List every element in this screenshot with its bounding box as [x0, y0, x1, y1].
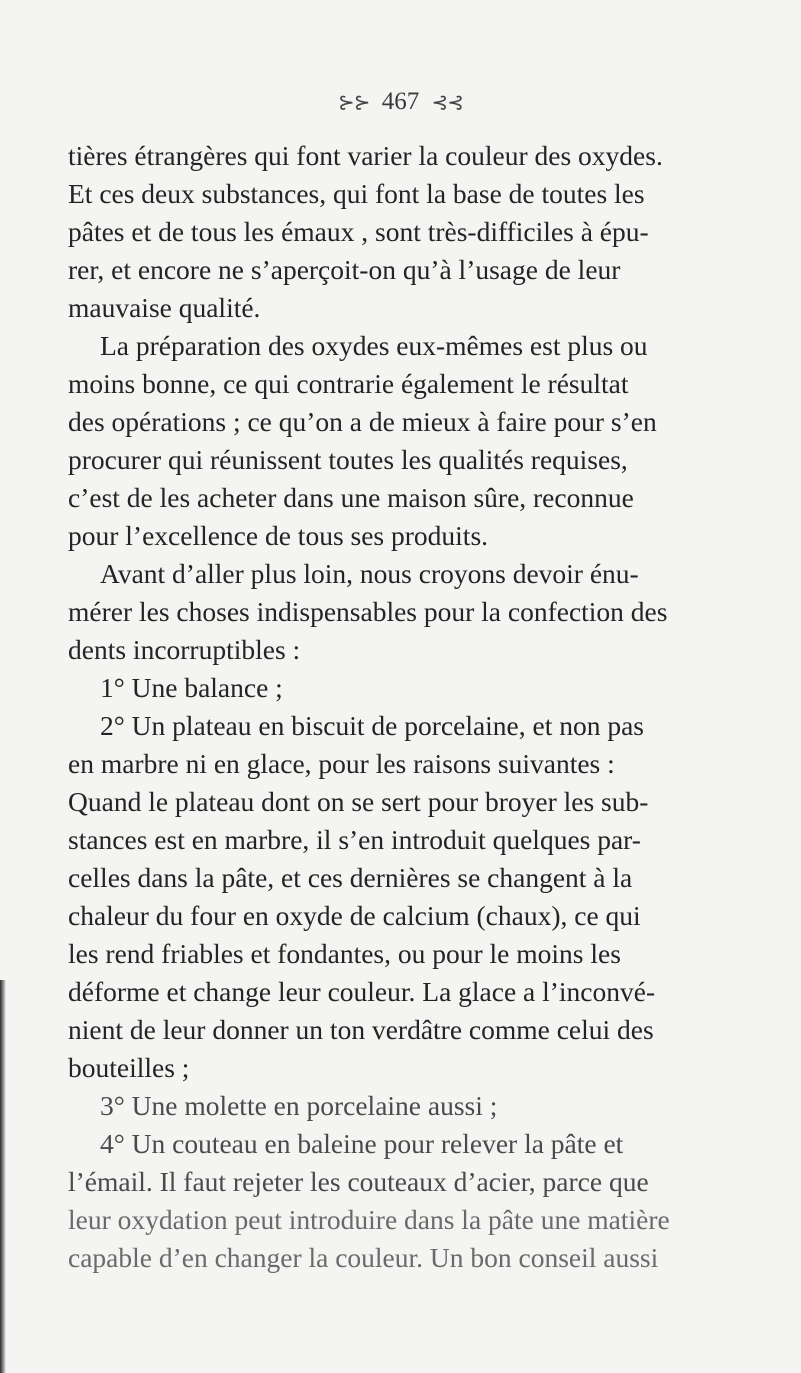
- ornament-right-icon: ⊰⊰: [431, 92, 464, 114]
- text-line: Avant d’aller plus loin, nous croyons devoir énu-: [100, 558, 639, 589]
- text-line: nient de leur donner un ton verdâtre comme celui des: [68, 1014, 654, 1045]
- text-line: pâtes et de tous les émaux , sont très-difficiles à épu-: [68, 216, 649, 247]
- text-line: chaleur du four en oxyde de calcium (chaux), ce qui: [68, 900, 641, 931]
- text-line: dents incorruptibles :: [68, 634, 301, 665]
- text-line: 4° Un couteau en baleine pour relever la pâte et: [100, 1128, 624, 1159]
- text-line: 1° Une balance ;: [100, 672, 283, 703]
- text-line: 2° Un plateau en biscuit de porcelaine, et non pas: [100, 710, 645, 741]
- text-line: 3° Une molette en porcelaine aussi ;: [100, 1090, 498, 1121]
- text-line: capable d’en changer la couleur. Un bon conseil aussi: [68, 1242, 659, 1273]
- text-line: La préparation des oxydes eux-mêmes est plus ou: [100, 330, 648, 361]
- text-line: des opérations ; ce qu’on a de mieux à faire pour s’en: [68, 406, 657, 437]
- text-line: en marbre ni en glace, pour les raisons suivantes :: [68, 748, 615, 779]
- text-line: bouteilles ;: [68, 1052, 190, 1083]
- text-line: Et ces deux substances, qui font la base de toutes les: [68, 178, 645, 209]
- text-line: pour l’excellence de tous ses produits.: [68, 520, 489, 551]
- text-line: mérer les choses indispensables pour la confection des: [68, 596, 668, 627]
- text-line: leur oxydation peut introduire dans la pâte une matière: [68, 1204, 670, 1235]
- text-line: mauvaise qualité.: [68, 292, 261, 323]
- text-line: stances est en marbre, il s’en introduit quelques par-: [68, 824, 641, 855]
- text-line: l’émail. Il faut rejeter les couteaux d’acier, parce que: [68, 1166, 649, 1197]
- text-line: procurer qui réunissent toutes les qualités requises,: [68, 444, 628, 475]
- text-line: les rend friables et fondantes, ou pour le moins les: [68, 938, 621, 969]
- text-line: rer, et encore ne s’aperçoit-on qu’à l’usage de leur: [68, 254, 621, 285]
- text-line: tières étrangères qui font varier la couleur des oxydes.: [68, 140, 663, 171]
- page-number: 467: [381, 88, 420, 115]
- text-line: c’est de les acheter dans une maison sûre, reconnue: [68, 482, 634, 513]
- text-line: celles dans la pâte, et ces dernières se changent à la: [68, 862, 633, 893]
- ornament-left-icon: ⊱⊱: [337, 92, 370, 114]
- text-line: déforme et change leur couleur. La glace a l’inconvé-: [68, 976, 656, 1007]
- text-line: Quand le plateau dont on se sert pour broyer les sub-: [68, 786, 649, 817]
- text-line: moins bonne, ce qui contrarie également le résultat: [68, 368, 629, 399]
